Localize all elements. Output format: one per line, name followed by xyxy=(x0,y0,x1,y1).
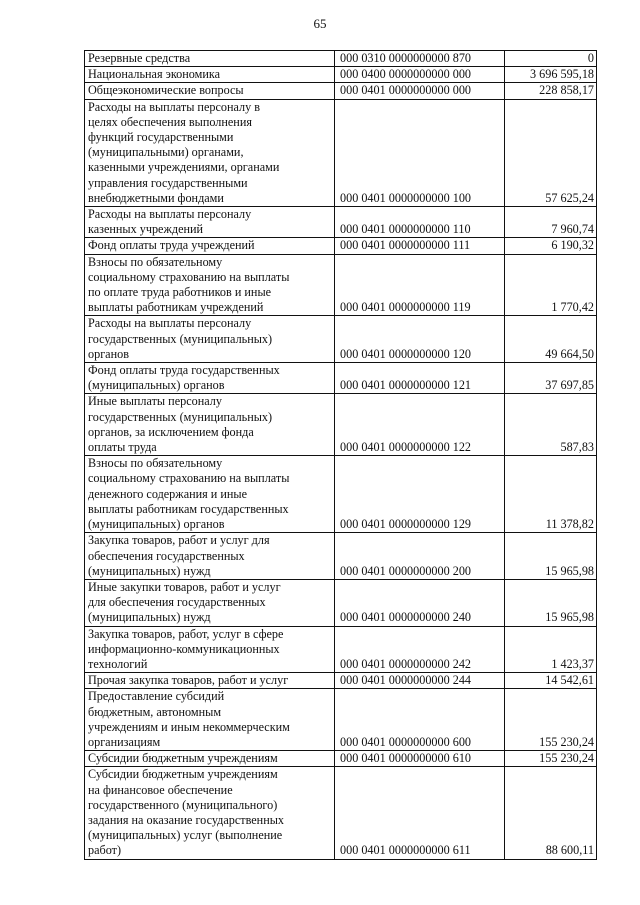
row-name-cell: Закупка товаров, работ и услуг для обеспечения государственных (муниципальных) нужд xyxy=(85,533,335,580)
row-name-cell: Резервные средства xyxy=(85,51,335,67)
row-amount-cell: 49 664,50 xyxy=(505,316,597,363)
row-amount-cell: 155 230,24 xyxy=(505,689,597,751)
row-amount-cell: 15 965,98 xyxy=(505,579,597,626)
row-code-cell: 000 0401 0000000000 100 xyxy=(335,99,505,206)
table-row xyxy=(85,316,597,363)
row-code-cell: 000 0401 0000000000 244 xyxy=(335,673,505,689)
row-code-cell: 000 0401 0000000000 242 xyxy=(335,626,505,673)
table-row xyxy=(85,579,597,626)
table-row xyxy=(85,83,597,99)
row-code-cell: 000 0401 0000000000 129 xyxy=(335,456,505,533)
row-amount-cell: 1 770,42 xyxy=(505,254,597,316)
row-name-cell: Прочая закупка товаров, работ и услуг xyxy=(85,673,335,689)
row-amount-cell: 3 696 595,18 xyxy=(505,67,597,83)
row-name-cell: Взносы по обязательному социальному страхованию на выплаты денежного содержания и иные выплаты работникам государственных (муниципальных) органов xyxy=(85,456,335,533)
row-amount-cell: 0 xyxy=(505,51,597,67)
table-row xyxy=(85,626,597,673)
row-name-cell: Расходы на выплаты персоналу в целях обеспечения выполнения функций государственными (муниципальными) органами, казенными учреждениями, органами управления государственными внебюджетными фондами xyxy=(85,99,335,206)
table-row xyxy=(85,363,597,394)
row-amount-cell: 6 190,32 xyxy=(505,238,597,254)
table-row xyxy=(85,767,597,859)
row-code-cell: 000 0401 0000000000 119 xyxy=(335,254,505,316)
row-code-cell: 000 0401 0000000000 610 xyxy=(335,751,505,767)
table-row xyxy=(85,51,597,67)
row-code-cell: 000 0310 0000000000 870 xyxy=(335,51,505,67)
table-row xyxy=(85,254,597,316)
row-name-cell: Иные закупки товаров, работ и услуг для обеспечения государственных (муниципальных) нужд xyxy=(85,579,335,626)
row-name-cell: Субсидии бюджетным учреждениям на финансовое обеспечение государственного (муниципального) задания на оказание государственных (муниципальных) услуг (выполнение работ) xyxy=(85,767,335,859)
table-row xyxy=(85,751,597,767)
row-name-cell: Расходы на выплаты персоналу казенных учреждений xyxy=(85,207,335,238)
row-name-cell: Общеэкономические вопросы xyxy=(85,83,335,99)
row-amount-cell: 155 230,24 xyxy=(505,751,597,767)
row-name-cell: Иные выплаты персоналу государственных (муниципальных) органов, за исключением фонда оплаты труда xyxy=(85,394,335,456)
budget-table-body xyxy=(85,51,597,860)
table-row xyxy=(85,238,597,254)
row-code-cell: 000 0401 0000000000 121 xyxy=(335,363,505,394)
table-row xyxy=(85,673,597,689)
budget-table xyxy=(84,50,597,860)
page-number: 65 xyxy=(313,16,327,31)
row-code-cell: 000 0400 0000000000 000 xyxy=(335,67,505,83)
row-name-cell: Закупка товаров, работ, услуг в сфере информационно-коммуникационных технологий xyxy=(85,626,335,673)
table-row xyxy=(85,207,597,238)
row-code-cell: 000 0401 0000000000 600 xyxy=(335,689,505,751)
row-code-cell: 000 0401 0000000000 120 xyxy=(335,316,505,363)
row-code-cell: 000 0401 0000000000 111 xyxy=(335,238,505,254)
row-name-cell: Фонд оплаты труда учреждений xyxy=(85,238,335,254)
row-name-cell: Субсидии бюджетным учреждениям xyxy=(85,751,335,767)
row-amount-cell: 37 697,85 xyxy=(505,363,597,394)
row-amount-cell: 587,83 xyxy=(505,394,597,456)
row-code-cell: 000 0401 0000000000 240 xyxy=(335,579,505,626)
row-code-cell: 000 0401 0000000000 200 xyxy=(335,533,505,580)
row-amount-cell: 14 542,61 xyxy=(505,673,597,689)
table-row xyxy=(85,533,597,580)
row-amount-cell: 7 960,74 xyxy=(505,207,597,238)
table-row xyxy=(85,689,597,751)
row-name-cell: Взносы по обязательному социальному страхованию на выплаты по оплате труда работников и иные выплаты работникам учреждений xyxy=(85,254,335,316)
row-name-cell: Национальная экономика xyxy=(85,67,335,83)
row-amount-cell: 1 423,37 xyxy=(505,626,597,673)
row-code-cell: 000 0401 0000000000 122 xyxy=(335,394,505,456)
row-amount-cell: 228 858,17 xyxy=(505,83,597,99)
row-name-cell: Расходы на выплаты персоналу государственных (муниципальных) органов xyxy=(85,316,335,363)
row-name-cell: Предоставление субсидий бюджетным, автономным учреждениям и иным некоммерческим организациям xyxy=(85,689,335,751)
row-amount-cell: 15 965,98 xyxy=(505,533,597,580)
table-row xyxy=(85,394,597,456)
table-row xyxy=(85,99,597,206)
row-amount-cell: 88 600,11 xyxy=(505,767,597,859)
row-amount-cell: 11 378,82 xyxy=(505,456,597,533)
row-code-cell: 000 0401 0000000000 110 xyxy=(335,207,505,238)
table-row xyxy=(85,67,597,83)
table-row xyxy=(85,456,597,533)
row-amount-cell: 57 625,24 xyxy=(505,99,597,206)
row-code-cell: 000 0401 0000000000 611 xyxy=(335,767,505,859)
row-name-cell: Фонд оплаты труда государственных (муниципальных) органов xyxy=(85,363,335,394)
row-code-cell: 000 0401 0000000000 000 xyxy=(335,83,505,99)
